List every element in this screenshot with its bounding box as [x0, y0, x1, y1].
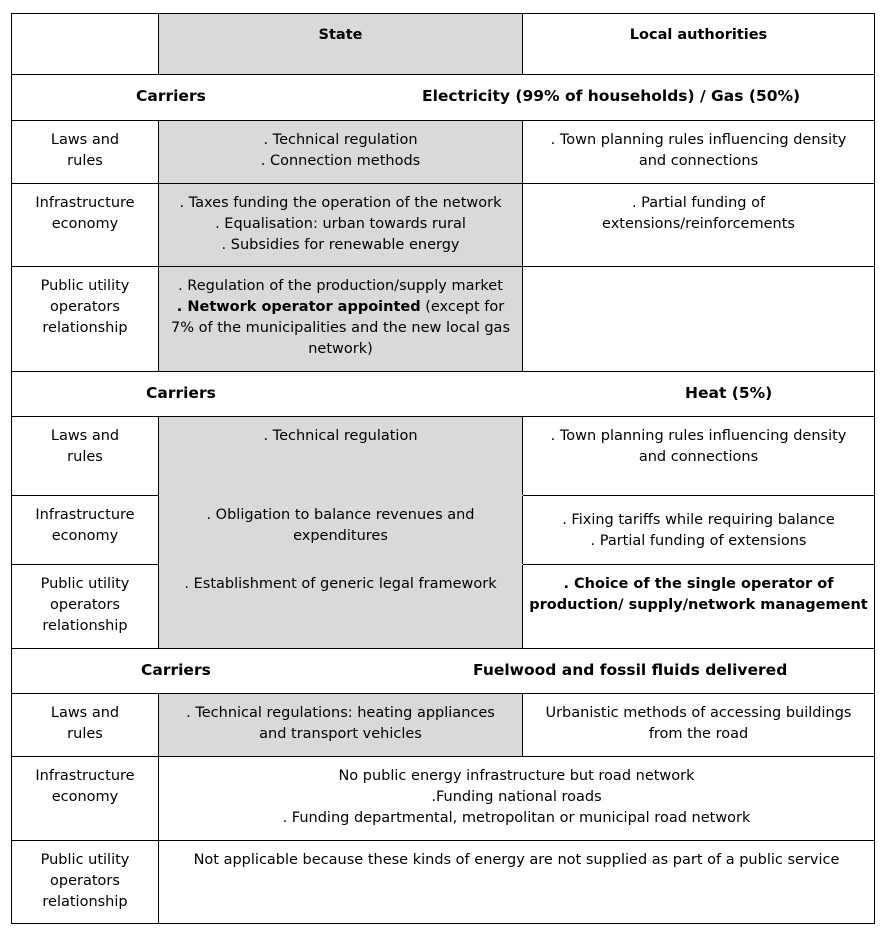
carrier-title: Heat (5%) [685, 384, 773, 402]
row-label: Infrastructure economy [12, 184, 159, 267]
row-label: Public utility operators relationship [12, 267, 159, 372]
row-label: Public utility operators relationship [12, 841, 159, 924]
table-row [12, 121, 875, 184]
merged-cell: No public energy infrastructure but road network .Funding national roads . Funding departmental, metropolitan or municipal road network [159, 757, 875, 841]
section-heat-heading [12, 372, 875, 417]
state-cell: . Technical regulation [159, 417, 523, 496]
local-cell [523, 267, 875, 372]
local-cell: . Partial funding of extensions/reinforcements [523, 184, 875, 267]
network-operator-appointed: . Network operator appointed [176, 299, 421, 315]
header-empty-cell [12, 14, 159, 75]
state-cell: . Regulation of the production/supply market . Network operator appointed (except for 7% of the municipalities and the new local gas network) [159, 267, 523, 372]
table-row [12, 565, 875, 649]
row-label: Infrastructure economy [12, 496, 159, 565]
state-cell: . Technical regulation . Connection methods [159, 121, 523, 184]
row-label: Laws and rules [12, 121, 159, 184]
state-cell: . Taxes funding the operation of the network . Equalisation: urban towards rural . Subsidies for renewable energy [159, 184, 523, 267]
local-cell: Urbanistic methods of accessing buildings from the road [523, 694, 875, 757]
carrier-title: Fuelwood and fossil fluids delivered [473, 661, 788, 679]
state-cell: . Obligation to balance revenues and expenditures [159, 496, 523, 565]
local-cell: . Town planning rules influencing density and connections [523, 121, 875, 184]
energy-governance-table [11, 13, 875, 924]
table-row [12, 757, 875, 841]
row-label: Public utility operators relationship [12, 565, 159, 649]
table-row [12, 841, 875, 924]
header-state: State [159, 14, 523, 75]
carriers-label: Carriers [141, 661, 211, 679]
table-row [12, 496, 875, 565]
merged-cell: Not applicable because these kinds of energy are not supplied as part of a public service [159, 841, 875, 924]
local-cell: . Choice of the single operator of production/ supply/network management [523, 565, 875, 649]
header-row [12, 14, 875, 75]
state-cell: . Technical regulations: heating appliances and transport vehicles [159, 694, 523, 757]
table-row [12, 417, 875, 496]
table-row [12, 694, 875, 757]
carriers-label: Carriers [136, 87, 206, 105]
header-local-authorities: Local authorities [523, 14, 875, 75]
table-row [12, 267, 875, 372]
row-label: Laws and rules [12, 417, 159, 496]
row-label: Laws and rules [12, 694, 159, 757]
carriers-label: Carriers [146, 384, 216, 402]
state-cell: . Establishment of generic legal framework [159, 565, 523, 649]
section-fuelwood-heading [12, 649, 875, 694]
carrier-title: Electricity (99% of households) / Gas (50%) [422, 87, 801, 105]
section-electricity-gas-heading [12, 75, 875, 121]
row-label: Infrastructure economy [12, 757, 159, 841]
local-cell: . Fixing tariffs while requiring balance . Partial funding of extensions [523, 496, 875, 565]
table-row [12, 184, 875, 267]
local-cell: . Town planning rules influencing density and connections [523, 417, 875, 496]
